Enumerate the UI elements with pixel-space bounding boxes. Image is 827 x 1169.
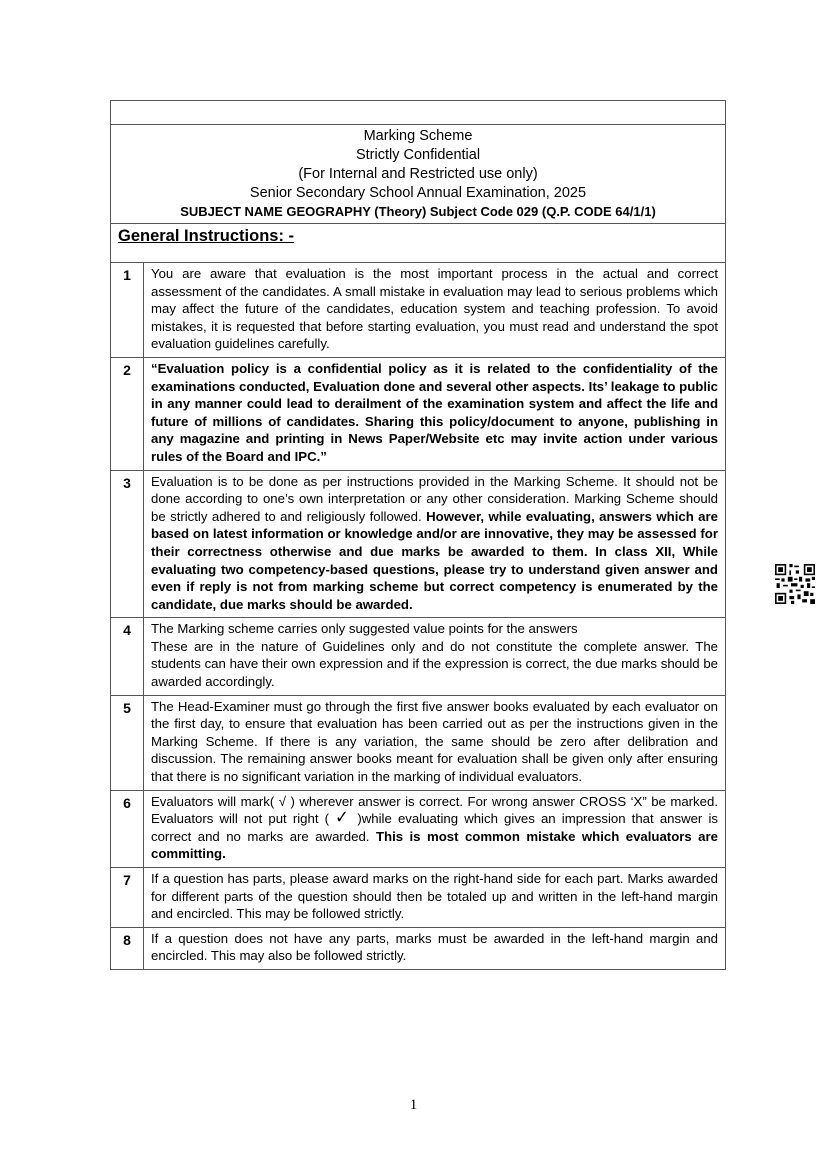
instruction-plain-text: Evaluation is to be done as per instructions provided in the Marking Scheme. It should not be done according to one’s own interpretation or any other consideration. Marking Scheme should be strictly adhered to and religiously followed. [151, 473, 718, 524]
instruction-number: 2 [111, 357, 144, 470]
tick-mark-icon: ✓ [335, 807, 352, 828]
instruction-row [111, 470, 726, 618]
header-cell [111, 125, 726, 224]
instruction-row [111, 263, 726, 358]
blank-top-row [111, 101, 726, 125]
instruction-text: If a question does not have any parts, marks must be awarded in the left-hand margin and encircled. This may also be followed strictly. [144, 927, 726, 969]
header-subject: SUBJECT NAME GEOGRAPHY (Theory) Subject Code 029 (Q.P. CODE 64/1/1) [180, 204, 656, 219]
instruction-row [111, 695, 726, 790]
header-confidential: Strictly Confidential [355, 147, 481, 163]
instruction-body: These are in the nature of Guidelines only and do not constitute the complete answer. The students can have their own expression and if the expression is correct, the due marks should be awarded accordingly. [151, 638, 718, 690]
instruction-part-1: Evaluators will mark( √ ) wherever answer is correct. For wrong answer CROSS ‘X” be marked. Evaluators will not put right ( [151, 793, 718, 827]
qr-code-icon [775, 564, 815, 604]
instruction-row [111, 618, 726, 695]
blank-cell [111, 101, 726, 125]
instruction-text: The Head-Examiner must go through the first five answer books evaluated by each evaluator on the first day, to ensure that evaluation has been carried out as per the instructions given in the Marking Scheme. If there is any variation, the same should be zero after delibration and discussion. The remaining answer books meant for evaluation shall be given only after ensuring that there is no significant variation in the marking of individual evaluators. [144, 695, 726, 790]
header-title: Marking Scheme [363, 128, 473, 144]
instruction-row [111, 790, 726, 867]
instruction-row [111, 868, 726, 928]
instruction-text [144, 790, 726, 867]
instruction-text: “Evaluation policy is a confidential policy as it is related to the confidentiality of the examinations conducted, Evaluation done and several other aspects. Its’ leakage to public in any manner could lead to derailment of the examination system and affect the life and future of millions of candidates. Sharing this policy/document to anyone, publishing in any magazine and printing in News Paper/Website etc may invite action under various rules of the Board and IPC.” [144, 357, 726, 470]
instruction-text: If a question has parts, please award marks on the right-hand side for each part. Marks awarded for different parts of the question should then be totaled up and written in the left-hand margin and encircled. This may be followed strictly. [144, 868, 726, 928]
instruction-row [111, 357, 726, 470]
general-instructions-cell [111, 224, 726, 263]
header-exam: Senior Secondary School Annual Examination, 2025 [249, 185, 587, 201]
general-instructions-row [111, 224, 726, 263]
instruction-bold-text: This is most common mistake which evaluators are committing. [151, 828, 718, 862]
instruction-text [144, 618, 726, 695]
instruction-text: You are aware that evaluation is the most important process in the actual and correct assessment of the candidates. A small mistake in evaluation may lead to serious problems which may affect the future of the candidates, education system and teaching profession. To avoid mistakes, it is requested that before starting evaluation, you must read and understand the spot evaluation guidelines carefully. [144, 263, 726, 358]
marking-scheme-table [110, 100, 726, 970]
header-restricted: (For Internal and Restricted use only) [298, 166, 538, 182]
header-row [111, 125, 726, 224]
instruction-number: 4 [111, 618, 144, 695]
instruction-number: 7 [111, 868, 144, 928]
instruction-row [111, 927, 726, 969]
page-number: 1 [409, 1097, 418, 1113]
general-instructions-title: General Instructions: - [118, 227, 295, 245]
instruction-number: 3 [111, 470, 144, 618]
instruction-number: 1 [111, 263, 144, 358]
instruction-number: 6 [111, 790, 144, 867]
instruction-first-line: The Marking scheme carries only suggested value points for the answers [151, 621, 578, 637]
instruction-text [144, 470, 726, 618]
instruction-part-2: )while evaluating which gives an impression that answer is correct and no marks are awarded. [151, 811, 718, 844]
instruction-number: 8 [111, 927, 144, 969]
instruction-number: 5 [111, 695, 144, 790]
instruction-bold-text: However, while evaluating, answers which are based on latest information or knowledge and/or are innovative, they may be assessed for their correctness otherwise and due marks be awarded to them. In class XII, While evaluating two competency-based questions, please try to understand given answer and even if reply is not from marking scheme but correct competency is enumerated by the candidate, due marks should be awarded. [151, 508, 718, 612]
